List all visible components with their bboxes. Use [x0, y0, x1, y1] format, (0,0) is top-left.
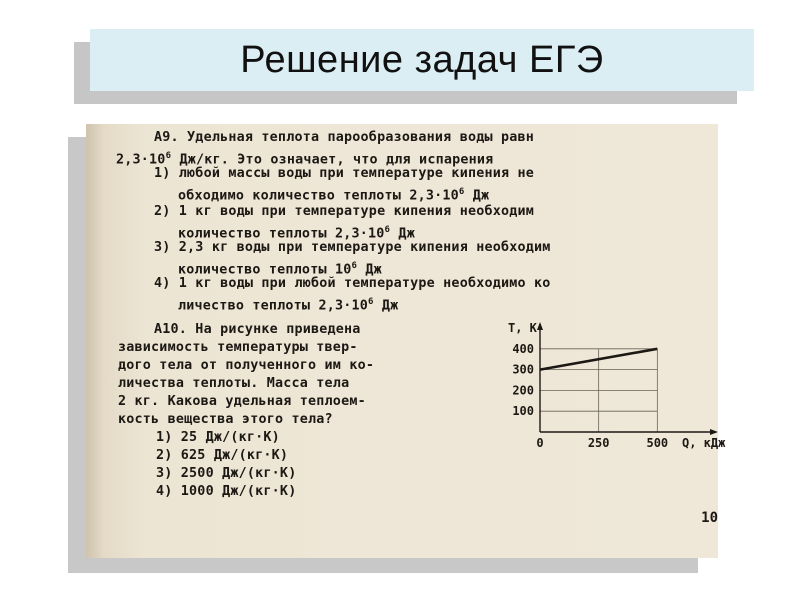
a9-line-1: А9. Удельная теплота парообразования воды равн	[154, 130, 535, 145]
a9-line-2: $2,3\cdot 10^6$ Дж/кг. Это означает, что для испарения	[116, 151, 494, 168]
a9-option-1-line-1: 1) любой массы воды при температуре кипения не	[154, 166, 535, 181]
a9-option-1-line-2: обходимо количество теплоты $2,3\cdot 10^6$ Дж	[178, 187, 490, 204]
slide-title: Решение задач ЕГЭ	[240, 38, 604, 81]
y-tick-label-200: 200	[512, 383, 534, 398]
x-tick-label-500: 500	[646, 436, 669, 450]
y-tick-label-300: 300	[512, 362, 534, 377]
a9-option-3-line-1: 3) 2,3 кг воды при температуре кипения необходим	[154, 240, 551, 255]
a10-line-6: кость вещества этого тела?	[118, 412, 333, 427]
a10-option-3: 3) 2500 Дж/(кг·К)	[156, 466, 297, 481]
a9-option-4-line-2: личество теплоты $2,3\cdot 10^6$ Дж	[178, 297, 399, 314]
a10-line-1: А10. На рисунке приведена	[154, 322, 361, 337]
scanned-page	[86, 124, 726, 558]
a10-option-2: 2) 625 Дж/(кг·К)	[156, 448, 289, 463]
y-axis-arrow	[537, 322, 543, 330]
a10-line-5: 2 кг. Какова удельная теплоем-	[118, 394, 366, 409]
a9-option-4-line-1: 4) 1 кг воды при любой температуре необходимо ко	[154, 276, 551, 291]
a10-option-4: 4) 1000 Дж/(кг·К)	[156, 484, 297, 499]
y-tick-label-400: 400	[512, 341, 534, 356]
a10-line-2: зависимость температуры твер-	[118, 340, 358, 355]
a10-option-1: 1) 25 Дж/(кг·К)	[156, 430, 280, 445]
a10-line-4: личества теплоты. Масса тела	[118, 376, 350, 391]
x-axis-arrow	[710, 429, 718, 435]
y-tick-label-100: 100	[512, 404, 534, 419]
page-number: 10	[701, 510, 718, 526]
a9-option-2-line-2: количество теплоты $2,3\cdot 10^6$ Дж	[178, 225, 415, 242]
x-tick-label-0: 0	[536, 436, 544, 450]
y-axis-label: T, К	[508, 321, 537, 335]
title-box	[90, 29, 754, 91]
x-axis-label: Q, кДж	[682, 436, 726, 450]
a10-line-3: дого тела от полученного им ко-	[118, 358, 375, 373]
a9-option-2-line-1: 2) 1 кг воды при температуре кипения необходим	[154, 204, 535, 219]
x-tick-label-250: 250	[587, 436, 610, 450]
a9-option-3-line-2: количество теплоты $10^6$ Дж	[178, 261, 382, 278]
temperature-heat-chart	[494, 320, 726, 452]
